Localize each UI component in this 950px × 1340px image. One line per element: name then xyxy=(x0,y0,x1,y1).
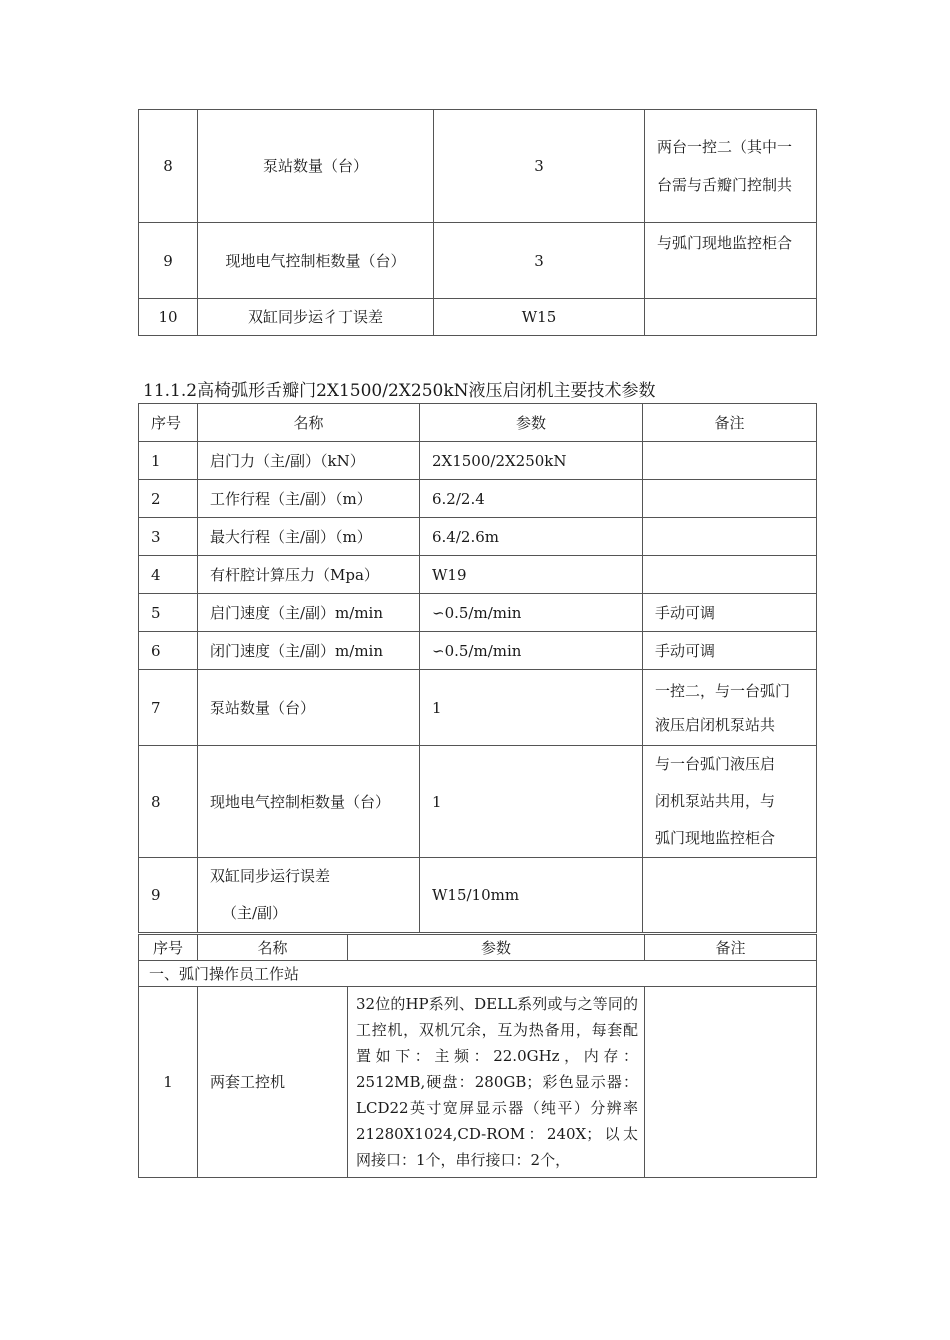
table-row xyxy=(139,518,817,556)
name-line: 双缸同步运行误差 xyxy=(210,867,331,885)
param-value: W15/10mm xyxy=(420,858,643,933)
section-row-label: 一、弧门操作员工作站 xyxy=(139,961,817,987)
row-number: 8 xyxy=(139,110,198,223)
header-param: 参数 xyxy=(348,935,645,961)
note-line: 台需与舌瓣门控制共 xyxy=(657,176,793,194)
item-name: 启门力（主/副）（kN） xyxy=(198,442,420,480)
row-number: 8 xyxy=(139,746,198,858)
header-number: 序号 xyxy=(139,935,198,961)
row-number: 1 xyxy=(139,987,198,1178)
row-number: 3 xyxy=(139,518,198,556)
note-cell xyxy=(645,223,817,299)
param-value: 1 xyxy=(420,746,643,858)
item-name: 现地电气控制柜数量（台） xyxy=(198,223,434,299)
note-cell xyxy=(645,110,817,223)
table-row xyxy=(139,480,817,518)
name-line: （主/副） xyxy=(222,904,288,922)
note-cell: 手动可调 xyxy=(643,632,817,670)
note-line: 与一台弧门液压启 xyxy=(655,755,776,773)
row-number: 7 xyxy=(139,670,198,746)
table-row xyxy=(139,632,817,670)
item-name: 最大行程（主/副）（m） xyxy=(198,518,420,556)
section-row xyxy=(139,961,817,987)
param-value: 3 xyxy=(434,110,645,223)
row-number: 9 xyxy=(139,223,198,299)
row-number: 4 xyxy=(139,556,198,594)
note-cell xyxy=(643,518,817,556)
row-number: 1 xyxy=(139,442,198,480)
param-description: 32位的HP系列、DELL系列或与之等同的工控机，双机冗余，互为热备用，每套配置如下：主频：22.0GHz，内存：2512MB,硬盘：280GB；彩色显示器：LCD22英寸宽屏显示器（纯平）分辨率21280X1024,CD-ROM：240X；以太网接口：1个，串行接口：2个， xyxy=(348,987,645,1178)
table-row xyxy=(139,556,817,594)
param-value: ∽0.5/m/min xyxy=(420,632,643,670)
row-number: 2 xyxy=(139,480,198,518)
table-row xyxy=(139,746,817,858)
item-name xyxy=(198,858,420,933)
item-name: 工作行程（主/副）（m） xyxy=(198,480,420,518)
note-line: 弧门现地监控柜合 xyxy=(655,829,776,847)
row-number: 5 xyxy=(139,594,198,632)
item-name: 泵站数量（台） xyxy=(198,670,420,746)
note-line: 液压启闭机泵站共 xyxy=(655,715,776,734)
table-a xyxy=(138,109,817,336)
note-cell xyxy=(643,746,817,858)
header-name: 名称 xyxy=(198,404,420,442)
note-line: 两台一控二（其中一 xyxy=(657,138,793,156)
note-line: 与弧门现地监控柜合 xyxy=(657,234,793,252)
table-row xyxy=(139,442,817,480)
table-header-row xyxy=(139,404,817,442)
item-name: 泵站数量（台） xyxy=(198,110,434,223)
item-name: 有杆腔计算压力（Mpa） xyxy=(198,556,420,594)
header-param: 参数 xyxy=(420,404,643,442)
header-name: 名称 xyxy=(198,935,348,961)
note-cell xyxy=(643,858,817,933)
table-b xyxy=(138,403,817,933)
param-value: W19 xyxy=(420,556,643,594)
table-row xyxy=(139,594,817,632)
param-value: 6.2/2.4 xyxy=(420,480,643,518)
table-row xyxy=(139,299,817,336)
header-note: 备注 xyxy=(645,935,817,961)
param-value: 2X1500/2X250kN xyxy=(420,442,643,480)
note-cell xyxy=(643,480,817,518)
table-c xyxy=(138,934,817,1178)
table-row xyxy=(139,670,817,746)
table-row xyxy=(139,987,817,1178)
note-line: 闭机泵站共用，与 xyxy=(655,792,776,810)
note-line: 一控二，与一台弧门 xyxy=(655,681,791,700)
note-cell xyxy=(643,556,817,594)
note-cell xyxy=(643,670,817,746)
note-cell xyxy=(645,987,817,1178)
item-name: 两套工控机 xyxy=(198,987,348,1178)
table-row xyxy=(139,110,817,223)
param-value: ∽0.5/m/min xyxy=(420,594,643,632)
row-number: 9 xyxy=(139,858,198,933)
param-value: 6.4/2.6m xyxy=(420,518,643,556)
param-value: W15 xyxy=(434,299,645,336)
table-row xyxy=(139,223,817,299)
table-row xyxy=(139,858,817,933)
row-number: 10 xyxy=(139,299,198,336)
item-name: 启门速度（主/副）m/min xyxy=(198,594,420,632)
table-header-row xyxy=(139,935,817,961)
note-cell: 手动可调 xyxy=(643,594,817,632)
row-number: 6 xyxy=(139,632,198,670)
note-cell xyxy=(645,299,817,336)
header-number: 序号 xyxy=(139,404,198,442)
item-name: 双缸同步运彳丁误差 xyxy=(198,299,434,336)
param-value: 1 xyxy=(420,670,643,746)
note-cell xyxy=(643,442,817,480)
header-note: 备注 xyxy=(643,404,817,442)
item-name: 闭门速度（主/副）m/min xyxy=(198,632,420,670)
item-name: 现地电气控制柜数量（台） xyxy=(198,746,420,858)
param-value: 3 xyxy=(434,223,645,299)
section-title: 11.1.2高椅弧形舌瓣门2X1500/2X250kN液压启闭机主要技术参数 xyxy=(143,381,656,401)
